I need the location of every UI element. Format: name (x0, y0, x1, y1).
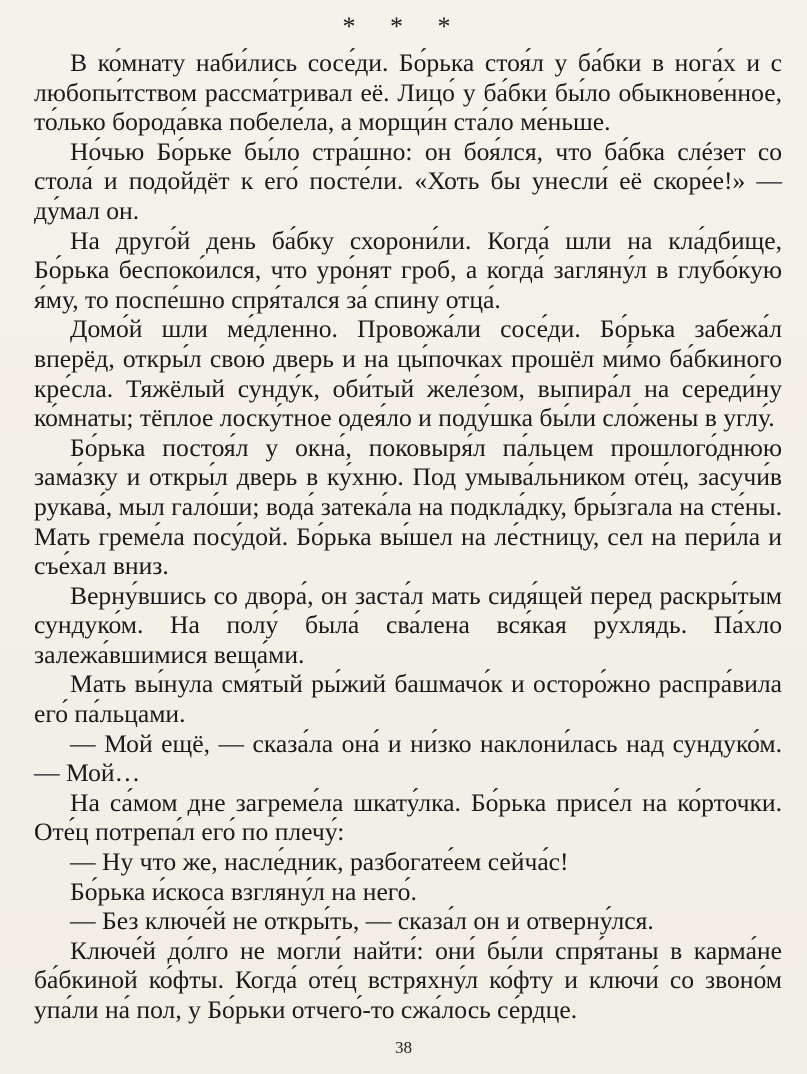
paragraph: В ко́мнату наби́лись сосе́ди. Бо́рька стоя́л у ба́бки в нога́х и с любопы́тством рассма́тривал её. Лицо́ у ба́бки бы́ло обыкнове́нное, то́лько борода́вка побеле́ла, а морщи́н ста́ло ме́ньше. (34, 48, 782, 137)
paragraph: — Ну что же, насле́дник, разбогате́ем сейча́с! (70, 847, 569, 877)
paragraph: — Мой ещё, — сказа́ла она́ и ни́зко наклони́лась над сундуко́м. — Мой… (34, 728, 782, 788)
paragraph: Мать вы́нула смя́тый ры́жий башмачо́к и осторо́жно распра́вила его́ па́льцами. (34, 669, 782, 729)
paragraph: — Без ключе́й не откры́ть, — сказа́л он и отверну́лся. (70, 906, 654, 936)
paragraph: Домо́й шли ме́дленно. Провожа́ли сосе́ди. Бо́рька забежа́л вперёд, откры́л свою́ дверь и на цы́почках прошёл ми́мо ба́бкиного кре́сла. Тяжёлый сунду́к, оби́тый желе́зом, выпира́л на середи́ну ко́мнаты; тёплое лоску́тное одея́ло и поду́шка бы́ли сло́жены в углу́. (34, 314, 782, 433)
paragraph: На друго́й день ба́бку схорони́ли. Когда́ шли на кла́дбище, Бо́рька беспоко́ился, что уро́нят гроб, а когда́ загляну́л в глубо́кую я́му, то поспе́шно спря́тался за́ спину отца́. (34, 225, 782, 314)
body-text (34, 48, 782, 1025)
paragraph: На са́мом дне загреме́ла шкату́лка. Бо́рька присе́л на ко́рточки. Оте́ц потрепа́л его́ по плечу́: (34, 787, 782, 847)
page-number: 38 (395, 1038, 412, 1057)
paragraph: Верну́вшись со двора́, он заста́л мать сидя́щей перед раскры́тым сундуко́м. На полу́ была́ сва́лена вся́кая ру́хлядь. Па́хло залежа́вшимися веща́ми. (34, 580, 782, 669)
paragraph: Бо́рька и́скоса взгляну́л на него́. (70, 876, 417, 906)
paragraph: Ключе́й до́лго не могли́ найти́: они́ бы́ли спря́таны в карма́не ба́бкиной ко́фты. Когда́ оте́ц встряхну́л ко́фту и ключи́ со звоно́м упа́ли на́ пол, у Бо́рьки отчего́-то сжа́лось се́рдце. (34, 935, 782, 1024)
section-break-asterisks: * * * (342, 12, 465, 41)
paragraph: Бо́рька постоя́л у окна́, поковыря́л па́льцем прошлого́днюю зама́зку и откры́л дверь в ку́хню. Под умыва́льником оте́ц, засучи́в рукава́, мыл гало́ши; вода́ затека́ла на подкла́дку, бры́згала на сте́ны. Мать греме́ла посу́дой. Бо́рька вы́шел на ле́стницу, сел на пери́ла и съе́хал вниз. (34, 432, 782, 581)
paragraph: Но́чью Бо́рьке бы́ло стра́шно: он боя́лся, что ба́бка слéзет со стола́ и подойдёт к его́ посте́ли. «Хоть бы унесли́ её скоре́е!» — ду́мал он. (34, 136, 782, 225)
